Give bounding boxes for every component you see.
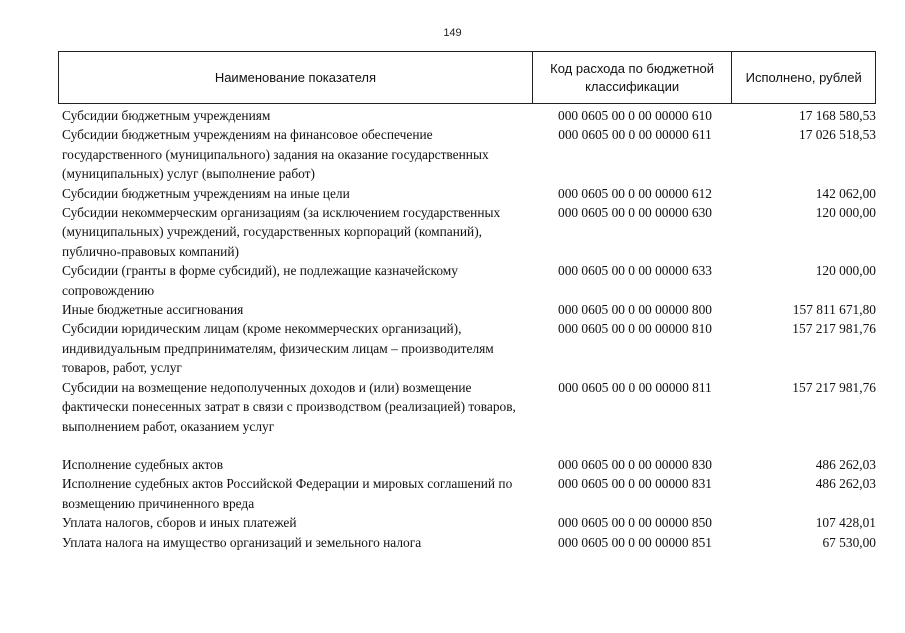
row-code: 000 0605 00 0 00 00000 811 [558, 379, 712, 395]
table-row [62, 378, 876, 436]
row-code: 000 0605 00 0 00 00000 851 [558, 534, 712, 550]
row-amount: 157 811 671,80 [792, 302, 876, 318]
table-row [62, 106, 876, 125]
table-row [62, 261, 876, 300]
row-code: 000 0605 00 0 00 00000 850 [558, 515, 712, 531]
row-amount: 107 428,01 [815, 515, 876, 531]
row-code: 000 0605 00 0 00 00000 630 [558, 205, 712, 221]
row-amount: 486 262,03 [815, 476, 876, 492]
table-row [62, 533, 876, 552]
row-code: 000 0605 00 0 00 00000 830 [558, 456, 712, 472]
header-amount: Исполнено, рублей [745, 69, 862, 85]
row-amount: 120 000,00 [815, 205, 876, 221]
header-code: Код расхода по бюджетной классификации [533, 52, 733, 103]
row-amount: 157 217 981,76 [792, 321, 876, 337]
row-amount: 157 217 981,76 [792, 379, 876, 395]
row-amount: 17 026 518,53 [799, 127, 876, 143]
table-row [62, 203, 876, 261]
table-row [62, 319, 876, 377]
row-name: Субсидии бюджетным учреждениям на иные цели [62, 185, 350, 201]
row-name: Уплата налога на имущество организаций и земельного налога [62, 534, 422, 550]
row-code: 000 0605 00 0 00 00000 633 [558, 263, 712, 279]
table-row [62, 300, 876, 319]
row-code: 000 0605 00 0 00 00000 831 [558, 476, 712, 492]
row-amount: 67 530,00 [822, 534, 876, 550]
row-name: Субсидии (гранты в форме субсидий), не подлежащие казначейскому сопровождению [62, 263, 458, 298]
row-name: Субсидии некоммерческим организациям (за исключением государственных (муниципальных) учреждений, государственных корпораций (компаний), публично-правовых компаний) [62, 205, 501, 259]
row-name: Субсидии на возмещение недополученных доходов и (или) возмещение фактически понесенных затрат в связи с производством (реализацией) товаров, выполнением работ, оказанием услуг [62, 379, 516, 434]
row-code: 000 0605 00 0 00 00000 611 [558, 127, 712, 143]
table-row [62, 184, 876, 203]
row-amount: 142 062,00 [815, 185, 876, 201]
table-row [62, 474, 876, 513]
row-code: 000 0605 00 0 00 00000 800 [558, 302, 712, 318]
table-body [62, 106, 876, 552]
row-name: Иные бюджетные ассигнования [62, 302, 244, 318]
row-code: 000 0605 00 0 00 00000 610 [558, 108, 712, 123]
row-name: Субсидии юридическим лицам (кроме некоммерческих организаций), индивидуальным предпринимателям, физическим лицам – производителям товаров, работ, услуг [62, 321, 494, 376]
row-name: Исполнение судебных актов [62, 456, 224, 472]
row-name: Субсидии бюджетным учреждениям [62, 108, 271, 123]
row-code: 000 0605 00 0 00 00000 810 [558, 321, 712, 337]
row-amount: 17 168 580,53 [799, 108, 876, 123]
row-amount: 120 000,00 [815, 263, 876, 279]
row-code: 000 0605 00 0 00 00000 612 [558, 185, 712, 201]
row-gap [62, 436, 876, 455]
table-row [62, 125, 876, 183]
row-amount: 486 262,03 [815, 456, 876, 472]
table-row [62, 513, 876, 532]
row-name: Субсидии бюджетным учреждениям на финансовое обеспечение государственного (муниципального) задания на оказание государственных (муниципальных) услуг (выполнение работ) [62, 127, 489, 182]
row-name: Уплата налогов, сборов и иных платежей [62, 515, 297, 531]
page-number: 149 [443, 27, 462, 39]
table-header [58, 51, 876, 104]
row-name: Исполнение судебных актов Российской Федерации и мировых соглашений по возмещению причиненного вреда [62, 476, 513, 511]
table-row [62, 455, 876, 474]
header-name: Наименование показателя [59, 52, 533, 103]
